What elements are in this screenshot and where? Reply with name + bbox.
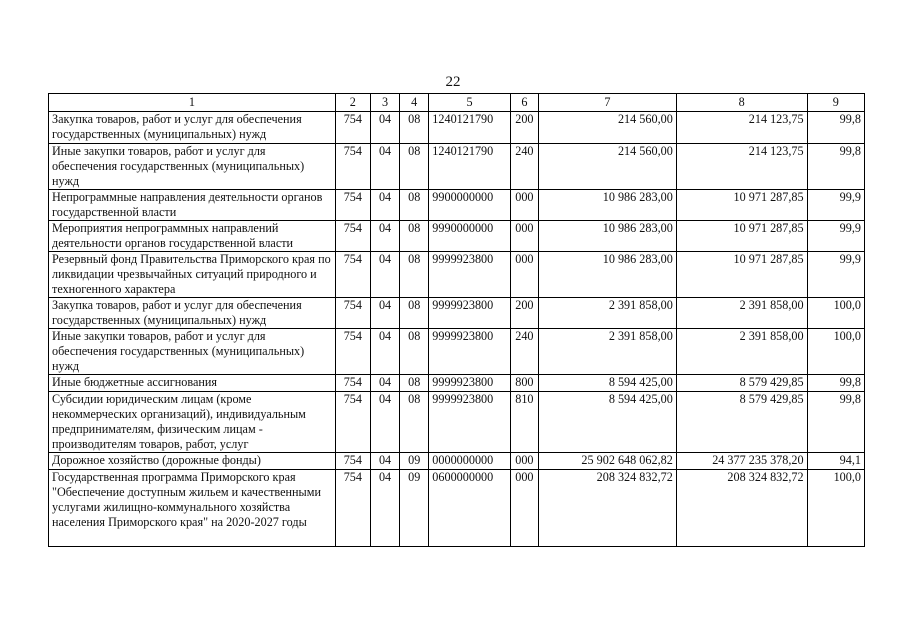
table-row	[49, 298, 865, 329]
table-row	[49, 144, 865, 190]
row-expense-type-cell: 000	[510, 221, 538, 252]
row-subsection-cell: 09	[400, 453, 429, 470]
row-name-cell: Иные бюджетные ассигнования	[49, 375, 336, 392]
row-target-code-cell: 9999923800	[429, 298, 510, 329]
row-code-cell: 754	[335, 144, 370, 190]
row-percent-cell: 99,8	[807, 375, 864, 392]
table-row	[49, 470, 865, 547]
row-executed-cell: 10 971 287,85	[676, 252, 807, 298]
row-name-cell: Закупка товаров, работ и услуг для обеспечения государственных (муниципальных) нужд	[49, 298, 336, 329]
row-expense-type-cell: 200	[510, 298, 538, 329]
table-row	[49, 112, 865, 144]
row-subsection-cell: 08	[400, 112, 429, 144]
row-name-cell: Иные закупки товаров, работ и услуг для обеспечения государственных (муниципальных) нужд	[49, 329, 336, 375]
row-section-cell: 04	[370, 298, 399, 329]
row-planned-cell: 214 560,00	[538, 144, 676, 190]
row-name-cell: Государственная программа Приморского края "Обеспечение доступным жильем и качественными услугами жилищно-коммунального хозяйства населения Приморского края" на 2020-2027 годы	[49, 470, 336, 547]
row-expense-type-cell: 000	[510, 453, 538, 470]
row-expense-type-cell: 810	[510, 392, 538, 453]
row-subsection-cell: 08	[400, 190, 429, 221]
row-expense-type-cell: 800	[510, 375, 538, 392]
row-section-cell: 04	[370, 221, 399, 252]
row-name-cell: Закупка товаров, работ и услуг для обеспечения государственных (муниципальных) нужд	[49, 112, 336, 144]
row-expense-type-cell: 000	[510, 252, 538, 298]
header-cell: 2	[335, 94, 370, 112]
row-planned-cell: 208 324 832,72	[538, 470, 676, 547]
row-target-code-cell: 9999923800	[429, 329, 510, 375]
row-section-cell: 04	[370, 375, 399, 392]
row-target-code-cell: 9990000000	[429, 221, 510, 252]
header-cell: 6	[510, 94, 538, 112]
row-planned-cell: 214 560,00	[538, 112, 676, 144]
row-planned-cell: 8 594 425,00	[538, 392, 676, 453]
row-expense-type-cell: 200	[510, 112, 538, 144]
header-cell: 3	[370, 94, 399, 112]
budget-table	[48, 93, 865, 547]
row-name-cell: Дорожное хозяйство (дорожные фонды)	[49, 453, 336, 470]
header-cell: 7	[538, 94, 676, 112]
row-percent-cell: 99,8	[807, 112, 864, 144]
row-percent-cell: 100,0	[807, 470, 864, 547]
row-executed-cell: 214 123,75	[676, 144, 807, 190]
row-planned-cell: 2 391 858,00	[538, 329, 676, 375]
row-subsection-cell: 08	[400, 375, 429, 392]
row-executed-cell: 8 579 429,85	[676, 375, 807, 392]
row-target-code-cell: 9999923800	[429, 375, 510, 392]
table-row	[49, 190, 865, 221]
row-code-cell: 754	[335, 375, 370, 392]
row-subsection-cell: 08	[400, 144, 429, 190]
row-percent-cell: 100,0	[807, 298, 864, 329]
row-executed-cell: 8 579 429,85	[676, 392, 807, 453]
header-cell: 4	[400, 94, 429, 112]
row-code-cell: 754	[335, 112, 370, 144]
row-subsection-cell: 09	[400, 470, 429, 547]
row-section-cell: 04	[370, 392, 399, 453]
header-cell: 5	[429, 94, 510, 112]
row-name-cell: Субсидии юридическим лицам (кроме некоммерческих организаций), индивидуальным предпринимателям, физическим лицам - производителям товаров, работ, услуг	[49, 392, 336, 453]
row-percent-cell: 99,8	[807, 392, 864, 453]
table-row	[49, 252, 865, 298]
row-code-cell: 754	[335, 453, 370, 470]
row-expense-type-cell: 240	[510, 329, 538, 375]
row-section-cell: 04	[370, 144, 399, 190]
row-section-cell: 04	[370, 329, 399, 375]
row-planned-cell: 2 391 858,00	[538, 298, 676, 329]
row-executed-cell: 214 123,75	[676, 112, 807, 144]
row-subsection-cell: 08	[400, 392, 429, 453]
header-cell: 1	[49, 94, 336, 112]
table-row	[49, 453, 865, 470]
row-percent-cell: 99,9	[807, 252, 864, 298]
row-name-cell: Резервный фонд Правительства Приморского края по ликвидации чрезвычайных ситуаций природного и техногенного характера	[49, 252, 336, 298]
row-section-cell: 04	[370, 252, 399, 298]
row-code-cell: 754	[335, 190, 370, 221]
row-percent-cell: 99,9	[807, 221, 864, 252]
row-target-code-cell: 0600000000	[429, 470, 510, 547]
row-executed-cell: 2 391 858,00	[676, 298, 807, 329]
row-executed-cell: 208 324 832,72	[676, 470, 807, 547]
row-code-cell: 754	[335, 470, 370, 547]
header-cell: 8	[676, 94, 807, 112]
header-row	[49, 94, 865, 112]
header-cell: 9	[807, 94, 864, 112]
row-planned-cell: 10 986 283,00	[538, 190, 676, 221]
row-target-code-cell: 1240121790	[429, 144, 510, 190]
row-planned-cell: 25 902 648 062,82	[538, 453, 676, 470]
row-section-cell: 04	[370, 470, 399, 547]
row-section-cell: 04	[370, 112, 399, 144]
row-percent-cell: 99,8	[807, 144, 864, 190]
table-row	[49, 329, 865, 375]
row-percent-cell: 94,1	[807, 453, 864, 470]
row-section-cell: 04	[370, 190, 399, 221]
row-name-cell: Непрограммные направления деятельности органов государственной власти	[49, 190, 336, 221]
table-row	[49, 375, 865, 392]
row-code-cell: 754	[335, 392, 370, 453]
row-executed-cell: 10 971 287,85	[676, 221, 807, 252]
row-subsection-cell: 08	[400, 329, 429, 375]
row-code-cell: 754	[335, 329, 370, 375]
row-planned-cell: 10 986 283,00	[538, 252, 676, 298]
row-expense-type-cell: 240	[510, 144, 538, 190]
row-planned-cell: 8 594 425,00	[538, 375, 676, 392]
row-name-cell: Иные закупки товаров, работ и услуг для обеспечения государственных (муниципальных) нужд	[49, 144, 336, 190]
row-planned-cell: 10 986 283,00	[538, 221, 676, 252]
table-row	[49, 221, 865, 252]
row-percent-cell: 99,9	[807, 190, 864, 221]
row-name-cell: Мероприятия непрограммных направлений деятельности органов государственной власти	[49, 221, 336, 252]
row-executed-cell: 10 971 287,85	[676, 190, 807, 221]
row-section-cell: 04	[370, 453, 399, 470]
row-executed-cell: 24 377 235 378,20	[676, 453, 807, 470]
row-target-code-cell: 0000000000	[429, 453, 510, 470]
row-subsection-cell: 08	[400, 298, 429, 329]
row-target-code-cell: 9999923800	[429, 392, 510, 453]
row-executed-cell: 2 391 858,00	[676, 329, 807, 375]
row-expense-type-cell: 000	[510, 190, 538, 221]
row-code-cell: 754	[335, 252, 370, 298]
row-subsection-cell: 08	[400, 252, 429, 298]
row-target-code-cell: 9999923800	[429, 252, 510, 298]
row-expense-type-cell: 000	[510, 470, 538, 547]
table-row	[49, 392, 865, 453]
row-target-code-cell: 1240121790	[429, 112, 510, 144]
row-percent-cell: 100,0	[807, 329, 864, 375]
row-code-cell: 754	[335, 298, 370, 329]
row-code-cell: 754	[335, 221, 370, 252]
page-number: 22	[445, 74, 461, 90]
row-subsection-cell: 08	[400, 221, 429, 252]
row-target-code-cell: 9900000000	[429, 190, 510, 221]
